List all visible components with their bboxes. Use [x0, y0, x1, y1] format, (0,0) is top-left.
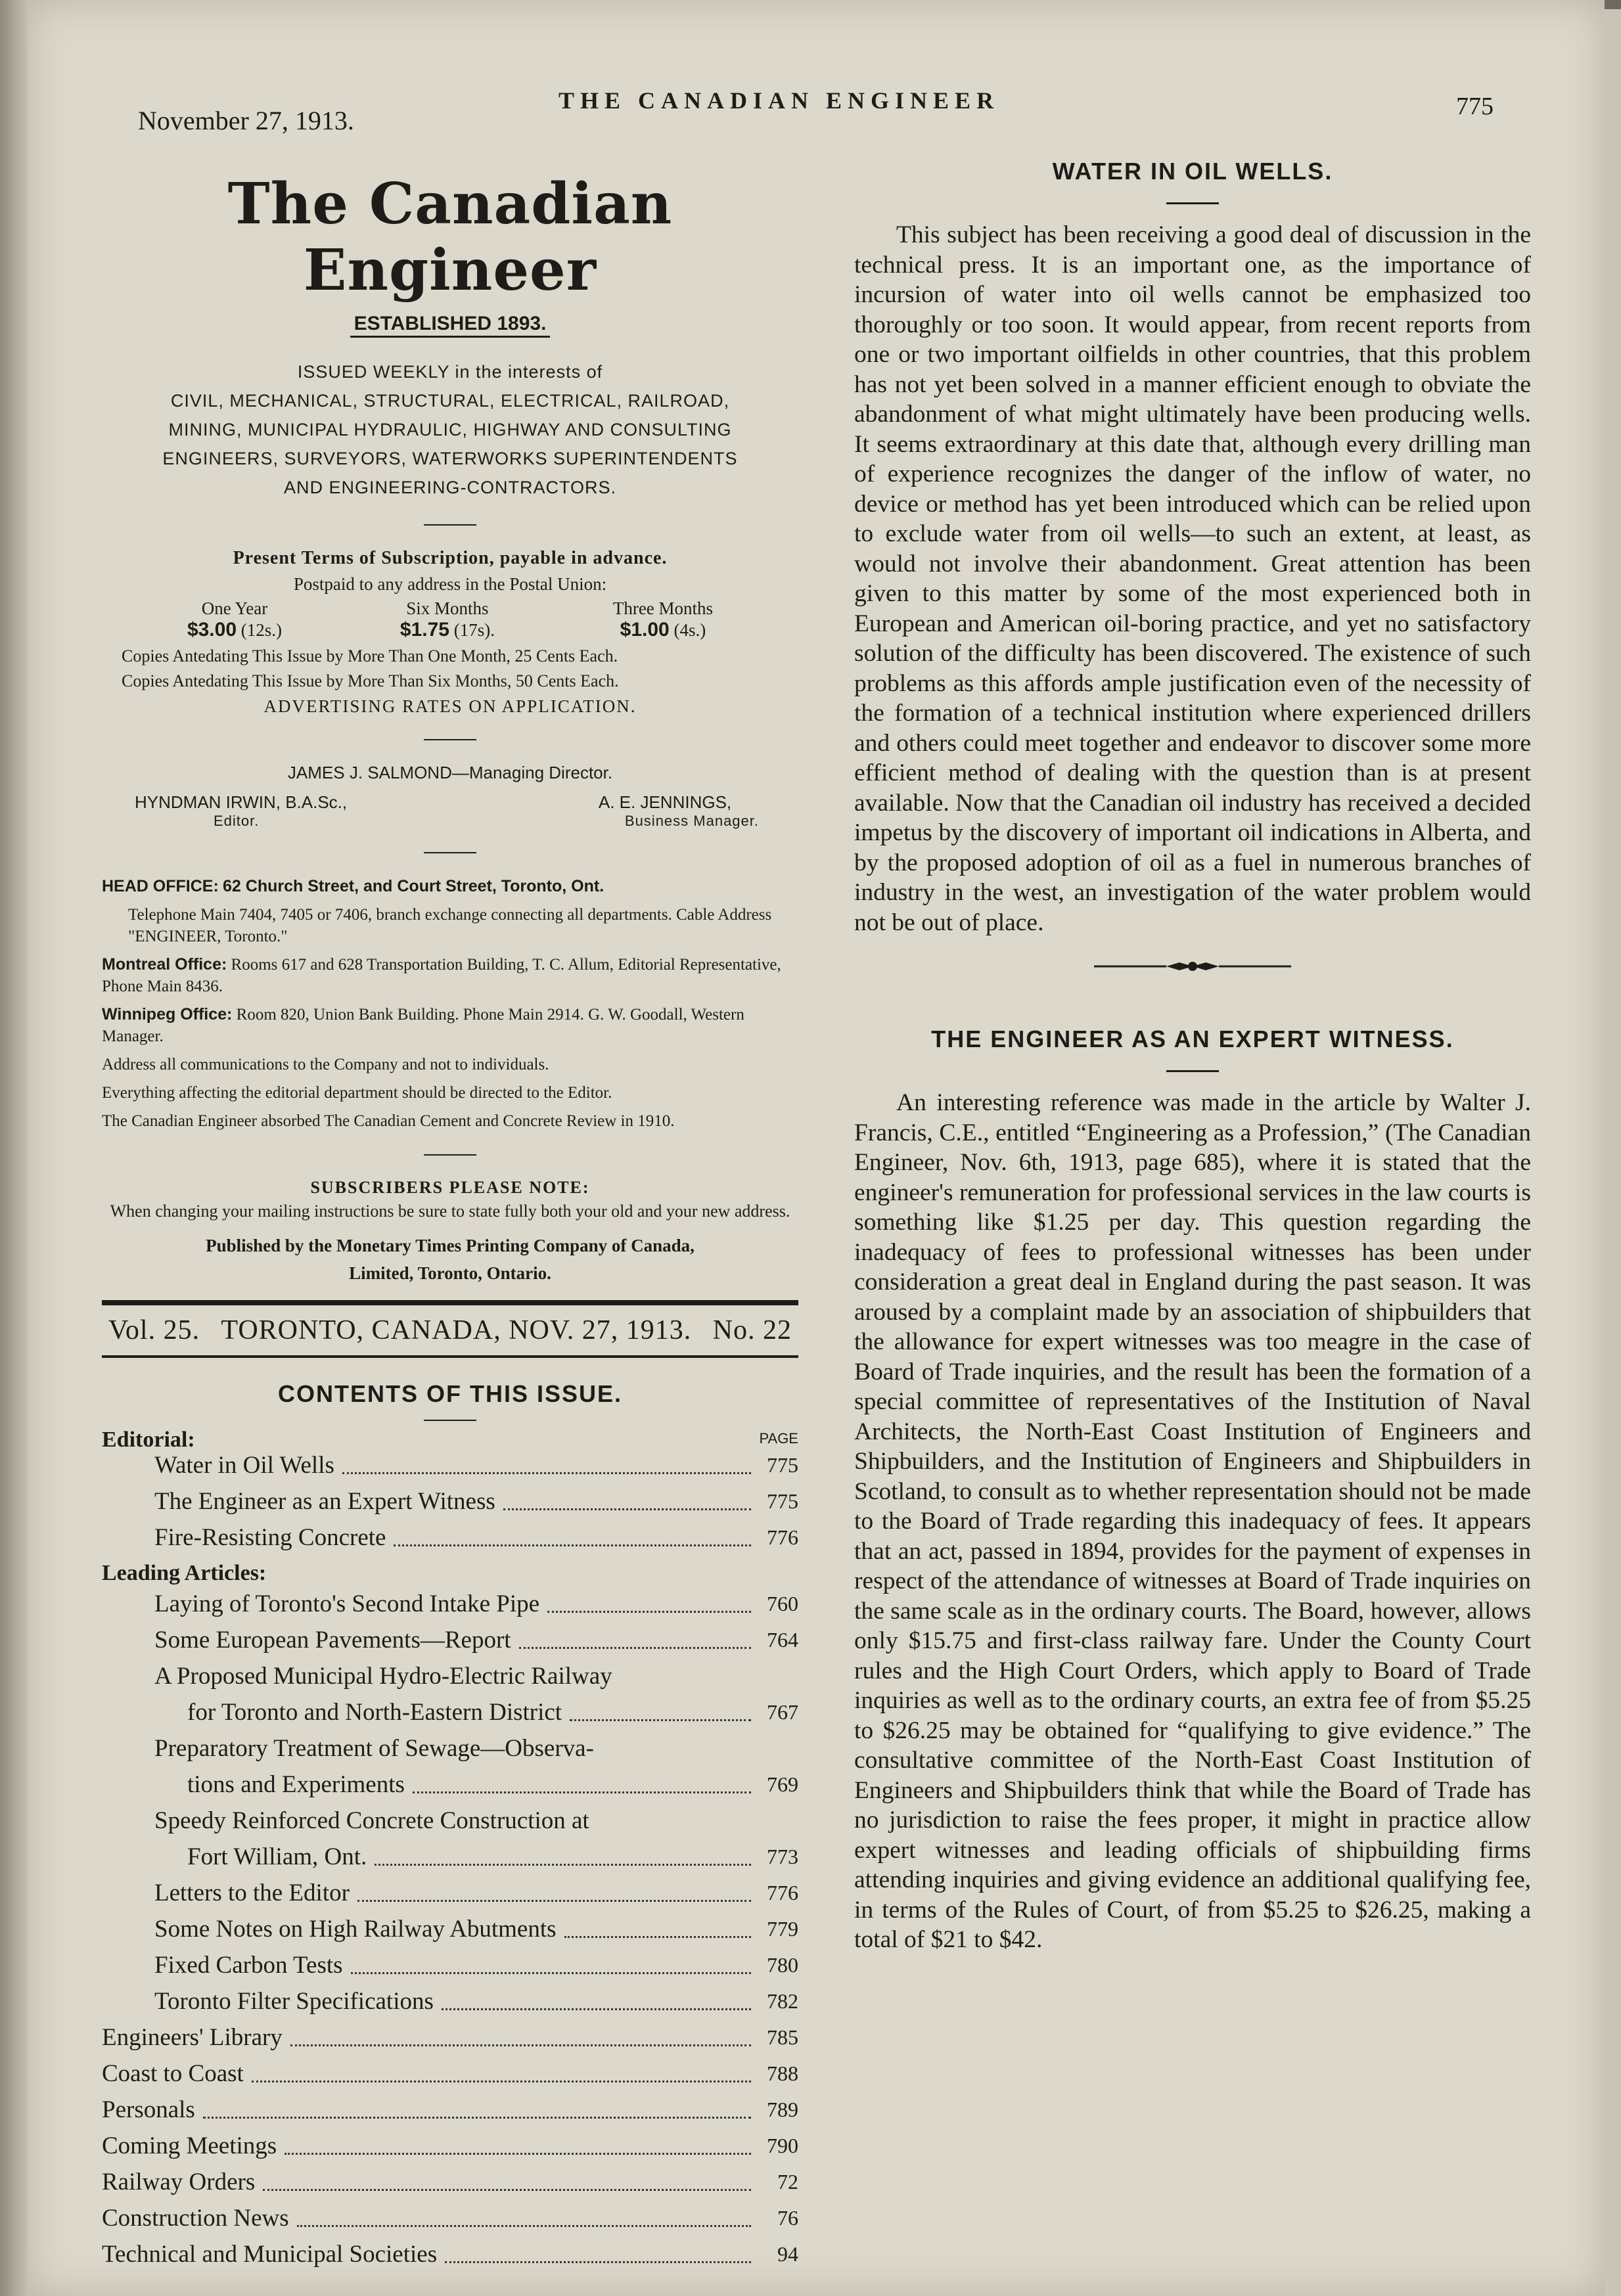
toc-entry — [102, 1983, 798, 2019]
toc-leading-list — [102, 1586, 798, 2019]
price-three-months — [613, 598, 713, 641]
toc-entry-page: 775 — [767, 1489, 798, 1513]
toc-dot-leader — [394, 1544, 751, 1546]
subscription-block — [102, 548, 798, 717]
toc-entry — [102, 1483, 798, 1519]
toc-entry — [102, 1622, 798, 1658]
toc-entry-page: 76 — [777, 2206, 798, 2230]
toc-entry — [102, 2056, 798, 2092]
toc-entry-page: 779 — [767, 1917, 798, 1941]
toc-entry-title: Railway Orders — [102, 2169, 256, 2195]
business-role: Business Manager. — [624, 813, 759, 829]
toc-entry-title: for Toronto and North-Eastern District — [187, 1699, 562, 1726]
toc-dot-leader — [351, 1972, 751, 1974]
toc-entry — [102, 2164, 798, 2200]
price-sterling: (4s.) — [674, 620, 706, 640]
toc-dot-leader — [342, 1472, 751, 1474]
binding-edge — [0, 0, 28, 2296]
toc-page-label: PAGE — [759, 1430, 798, 1447]
staff-row — [102, 792, 798, 830]
copies-one-month: Copies Antedating This Issue by More Than One Month, 25 Cents Each. — [122, 646, 618, 665]
toc-entry-page: 776 — [767, 1525, 798, 1549]
toc-entry — [102, 1767, 798, 1803]
toc-entry — [102, 2236, 798, 2272]
issued-line: AND ENGINEERING-CONTRACTORS. — [283, 478, 617, 497]
toc-entry-page: 782 — [767, 1989, 798, 2013]
toc-dot-leader — [252, 2081, 751, 2082]
toc-entry-page: 789 — [767, 2098, 798, 2121]
toc-entry-title: Preparatory Treatment of Sewage—Observa- — [154, 1735, 594, 1762]
toc-entry-page: 764 — [767, 1628, 798, 1652]
toc-dot-leader — [290, 2044, 751, 2046]
issued-line: ENGINEERS, SURVEYORS, WATERWORKS SUPERINTENDENTS — [162, 449, 738, 468]
issued-line: ISSUED WEEKLY in the interests of — [297, 362, 603, 382]
offices-block — [102, 876, 798, 1132]
toc-entry — [102, 1586, 798, 1622]
price-period: Six Months — [406, 598, 489, 618]
editorial-note: Everything affecting the editorial department should be directed to the Editor. — [102, 1084, 612, 1102]
telephone-line: Telephone Main 7404, 7405 or 7406, branch exchange connecting all departments. Cable Address "ENGINEER, Toronto." — [128, 906, 772, 945]
price-six-months — [400, 598, 495, 641]
postpaid-line: Postpaid to any address in the Postal Union: — [293, 574, 607, 594]
winnipeg-office — [102, 1004, 798, 1047]
toc-entry-title: Fixed Carbon Tests — [154, 1952, 343, 1979]
toc-entry-page: 776 — [767, 1881, 798, 1904]
subscribers-note-body: When changing your mailing instructions be sure to state fully both your old and your new address. — [110, 1202, 790, 1221]
business-block — [599, 792, 759, 830]
toc-entry — [102, 1730, 798, 1767]
winnipeg-label: Winnipeg Office: — [102, 1005, 233, 1024]
toc-dot-leader — [503, 1508, 751, 1510]
toc-entry-title: Water in Oil Wells — [154, 1452, 334, 1479]
heavy-rule — [102, 1300, 798, 1305]
toc-entry-title: Fort William, Ont. — [187, 1843, 367, 1870]
toc-entry-page: 788 — [767, 2061, 798, 2085]
price-value: $3.00 — [187, 619, 237, 641]
toc-entry-title: Some European Pavements—Report — [154, 1627, 511, 1654]
toc-entry-page: 767 — [767, 1700, 798, 1724]
editor-name: HYNDMAN IRWIN, B.A.Sc., — [135, 792, 348, 812]
masthead-title: The Canadian Engineer — [227, 171, 673, 304]
head-office-address: 62 Church Street, and Court Street, Toronto, Ont. — [223, 877, 605, 895]
toc-entry — [102, 1447, 798, 1483]
price-period: Three Months — [612, 598, 714, 618]
volume-place-date: TORONTO, CANADA, NOV. 27, 1913. — [221, 1315, 692, 1345]
ornament-divider — [854, 960, 1531, 973]
issue-number: No. 22 — [712, 1315, 792, 1345]
toc-entry-title: Technical and Municipal Societies — [102, 2241, 438, 2268]
article-body: An interesting reference was made in the article by Walter J. Francis, C.E., entitled “Engineering as a Profession,” (The Canadian Engineer, Nov. 6th, 1913, page 685), where it is stated that the engineer's remuneration for professional services in the law courts is something like $1.25 per day. This question regarding the inadequacy of fees to professional witnesses has been under consideration a great deal in England during the past season. It was aroused by a complaint made by an association of shipbuilders that the allowance for expert witnesses was too meagre in the case of Board of Trade inquiries, and the result has been the formation of a special committee of representatives of the Institution of Naval Architects, the North-East Coast Institution of Engineers and Shipbuilders, and the Institution of Engineers and Shipbuilders in Scotland, to consult as to whether representation should not be made to the Board of Trade regarding this inadequacy of fees. It appears that an act, passed in 1894, provides for the payment of expenses in respect of the attendance of witnesses at Board of Trade inquiries on the same scale as in the ordinary courts. The Board, however, allows only $15.75 and first-class railway fare. Under the County Court rules and the High Court Orders, which apply to Board of Trade inquiries as well as to the ordinary courts, an extra fee of from $5.25 to $26.25 may be obtained for “qualifying to give evidence.” The consultative committee of the North-East Coast Institution of Engineers and Shipbuilders think that while the Board of Trade has no jurisdiction to raise the fees proper, it might in practice allow expert witnesses and leading officials of shipbuilding firms attending inquiries and giving evidence an additional qualifying fee, in terms of the Rules of Court, of from $5.25 to $26.25, making a total of $21 to $42. — [854, 1089, 1531, 1953]
price-value: $1.00 — [620, 619, 670, 641]
divider — [424, 852, 476, 853]
page-number: 775 — [1456, 93, 1494, 120]
volume-number: Vol. 25. — [108, 1315, 200, 1345]
toc-dot-leader — [442, 2008, 751, 2010]
montreal-address: Rooms 617 and 628 Transportation Building, T. C. Allum, Editorial Representative, Phone Main 8436. — [102, 956, 781, 995]
toc-entry-title: A Proposed Municipal Hydro-Electric Railway — [154, 1663, 612, 1690]
toc-dot-leader — [519, 1647, 751, 1649]
toc-dot-leader — [375, 1864, 751, 1866]
price-period: One Year — [201, 598, 268, 618]
toc-entry-page: 760 — [767, 1592, 798, 1615]
business-name: A. E. JENNINGS, — [598, 792, 732, 812]
toc-dot-leader — [564, 1936, 752, 1938]
established-text: ESTABLISHED 1893. — [350, 313, 551, 338]
toc-dot-leader — [203, 2117, 751, 2119]
toc-entry — [102, 1803, 798, 1839]
publisher-line-2: Limited, Toronto, Ontario. — [349, 1263, 551, 1283]
toc-entry-title: Letters to the Editor — [154, 1880, 350, 1906]
article-rule — [1166, 1070, 1219, 1072]
toc-dot-leader — [285, 2153, 751, 2155]
toc-entry-title: Toronto Filter Specifications — [154, 1988, 434, 2015]
head-office-label: HEAD OFFICE: — [102, 877, 219, 895]
toc-entry-page: 72 — [777, 2170, 798, 2194]
heavy-rule — [102, 1355, 798, 1358]
issued-line: MINING, MUNICIPAL HYDRAULIC, HIGHWAY AND CONSULTING — [168, 420, 732, 439]
toc-entry — [102, 2200, 798, 2236]
toc-entry-title: Speedy Reinforced Concrete Construction at — [154, 1807, 589, 1834]
toc-entry — [102, 1519, 798, 1556]
ornament-icon — [1094, 960, 1291, 973]
divider — [424, 739, 476, 740]
editor-role: Editor. — [214, 813, 260, 829]
divider — [424, 1420, 476, 1421]
price-sterling: (17s). — [453, 620, 495, 640]
subscribers-note-heading: SUBSCRIBERS PLEASE NOTE: — [310, 1178, 590, 1197]
advertising-line: ADVERTISING RATES ON APPLICATION. — [263, 696, 637, 716]
article-heading: THE ENGINEER AS AN EXPERT WITNESS. — [931, 1025, 1454, 1052]
contents-heading: CONTENTS OF THIS ISSUE. — [277, 1380, 623, 1407]
toc-entry-title: Coast to Coast — [102, 2060, 244, 2087]
toc-entry — [102, 1839, 798, 1875]
toc-entry-page: 769 — [767, 1772, 798, 1796]
toc-entry-title: Construction News — [102, 2205, 289, 2232]
toc-entry-title: Coming Meetings — [102, 2132, 277, 2159]
issued-line: CIVIL, MECHANICAL, STRUCTURAL, ELECTRICAL, RAILROAD, — [170, 391, 730, 411]
toc-section-leading: Leading Articles: — [102, 1561, 267, 1585]
toc-entry — [102, 1658, 798, 1694]
toc-entry — [102, 2128, 798, 2164]
montreal-office — [102, 954, 798, 997]
toc-entry-title: Laying of Toronto's Second Intake Pipe — [154, 1590, 540, 1617]
toc-entry — [102, 2019, 798, 2056]
toc-entry-page: 94 — [777, 2242, 798, 2266]
subscribers-note — [102, 1178, 798, 1221]
absorbed-note: The Canadian Engineer absorbed The Canadian Cement and Concrete Review in 1910. — [102, 1112, 675, 1130]
publisher-line — [102, 1232, 798, 1287]
running-date: November 27, 1913. — [138, 106, 354, 135]
montreal-label: Montreal Office: — [102, 955, 227, 974]
toc-entry-page: 775 — [767, 1453, 798, 1477]
article-rule — [1166, 202, 1219, 204]
price-one-year — [187, 598, 282, 641]
toc-entry — [102, 1875, 798, 1911]
toc-entry-page: 773 — [767, 1845, 798, 1868]
toc-entry-page: 780 — [767, 1953, 798, 1977]
head-office — [102, 876, 798, 897]
toc-entry-title: tions and Experiments — [187, 1771, 405, 1798]
staff-block — [102, 763, 798, 830]
address-note: Address all communications to the Company and not to individuals. — [102, 1056, 549, 1073]
running-journal-title: THE CANADIAN ENGINEER — [559, 87, 1000, 114]
price-sterling: (12s.) — [240, 620, 283, 640]
established-line — [102, 313, 798, 335]
issued-block — [102, 357, 798, 502]
toc-entry — [102, 1911, 798, 1947]
toc-dot-leader — [263, 2189, 751, 2191]
editor-block — [135, 792, 347, 830]
toc-other-list — [102, 2019, 798, 2272]
article-body: This subject has been receiving a good deal of discussion in the technical press. It is an important one, as the importance of incursion of water into oil wells cannot be emphasized too thoroughly or too soon. It would appear, from recent reports from one or two important oilfields in other countries, that this problem has not yet been solved in a manner efficient enough to obviate the abandonment of what might ultimately have been producing wells. It seems extraordinary at this date that, although every drilling man of experience recognizes the danger of the inflow of water, no device or method has yet been introduced which can be relied upon to exclude water from oil wells—to such an extent, at least, as would not involve their abandonment. Great attention has been given to this matter by some of the most experienced both in European and American oil-boring practice, and yet no satisfactory solution of the difficulty has been discovered. The existence of such problems as this affords ample justification even of the necessity of the formation of a technical institution where experienced drillers and others could meet together and endeavor to discover some more efficient method of dealing with the question than is at present available. Now that the Canadian oil industry has received a decided impetus by the discovery of important oil indications in Alberta, and by the proposed adoption of oil as a fuel in numerous branches of industry in the west, an investigation of the water problem would not be out of place. — [854, 221, 1531, 936]
toc-dot-leader — [570, 1719, 751, 1721]
divider — [424, 524, 476, 526]
subscription-heading: Present Terms of Subscription, payable in advance. — [233, 548, 668, 568]
toc-dot-leader — [297, 2225, 751, 2227]
price-value: $1.75 — [400, 619, 449, 641]
toc-entry-title: Engineers' Library — [102, 2024, 283, 2051]
toc-dot-leader — [547, 1611, 751, 1613]
toc-editorial-list — [102, 1447, 798, 1556]
toc-entry — [102, 1694, 798, 1730]
toc-entry-page: 790 — [767, 2134, 798, 2157]
toc-entry-title: The Engineer as an Expert Witness — [154, 1488, 495, 1515]
price-table — [102, 598, 798, 641]
toc-section-editorial: Editorial: — [102, 1428, 195, 1452]
winnipeg-address: Room 820, Union Bank Building. Phone Main 2914. G. W. Goodall, Western Manager. — [102, 1006, 744, 1045]
publisher-line-1: Published by the Monetary Times Printing Company of Canada, — [206, 1236, 695, 1255]
toc-dot-leader — [445, 2261, 751, 2263]
divider — [424, 1154, 476, 1156]
toc-entry-title: Personals — [102, 2096, 195, 2123]
article-heading: WATER IN OIL WELLS. — [1052, 158, 1333, 185]
toc-entry-title: Some Notes on High Railway Abutments — [154, 1916, 557, 1943]
right-column — [854, 158, 1531, 1955]
toc-dot-leader — [357, 1900, 751, 1902]
volume-line — [102, 1305, 798, 1355]
toc-entry-page: 785 — [767, 2025, 798, 2049]
toc-entry — [102, 1947, 798, 1983]
toc-dot-leader — [413, 1791, 751, 1793]
toc-entry-title: Fire-Resisting Concrete — [154, 1524, 386, 1551]
managing-director: JAMES J. SALMOND—Managing Director. — [287, 763, 613, 782]
left-column — [102, 158, 798, 2272]
copies-six-months: Copies Antedating This Issue by More Than Six Months, 50 Cents Each. — [122, 671, 619, 690]
toc-entry — [102, 2092, 798, 2128]
